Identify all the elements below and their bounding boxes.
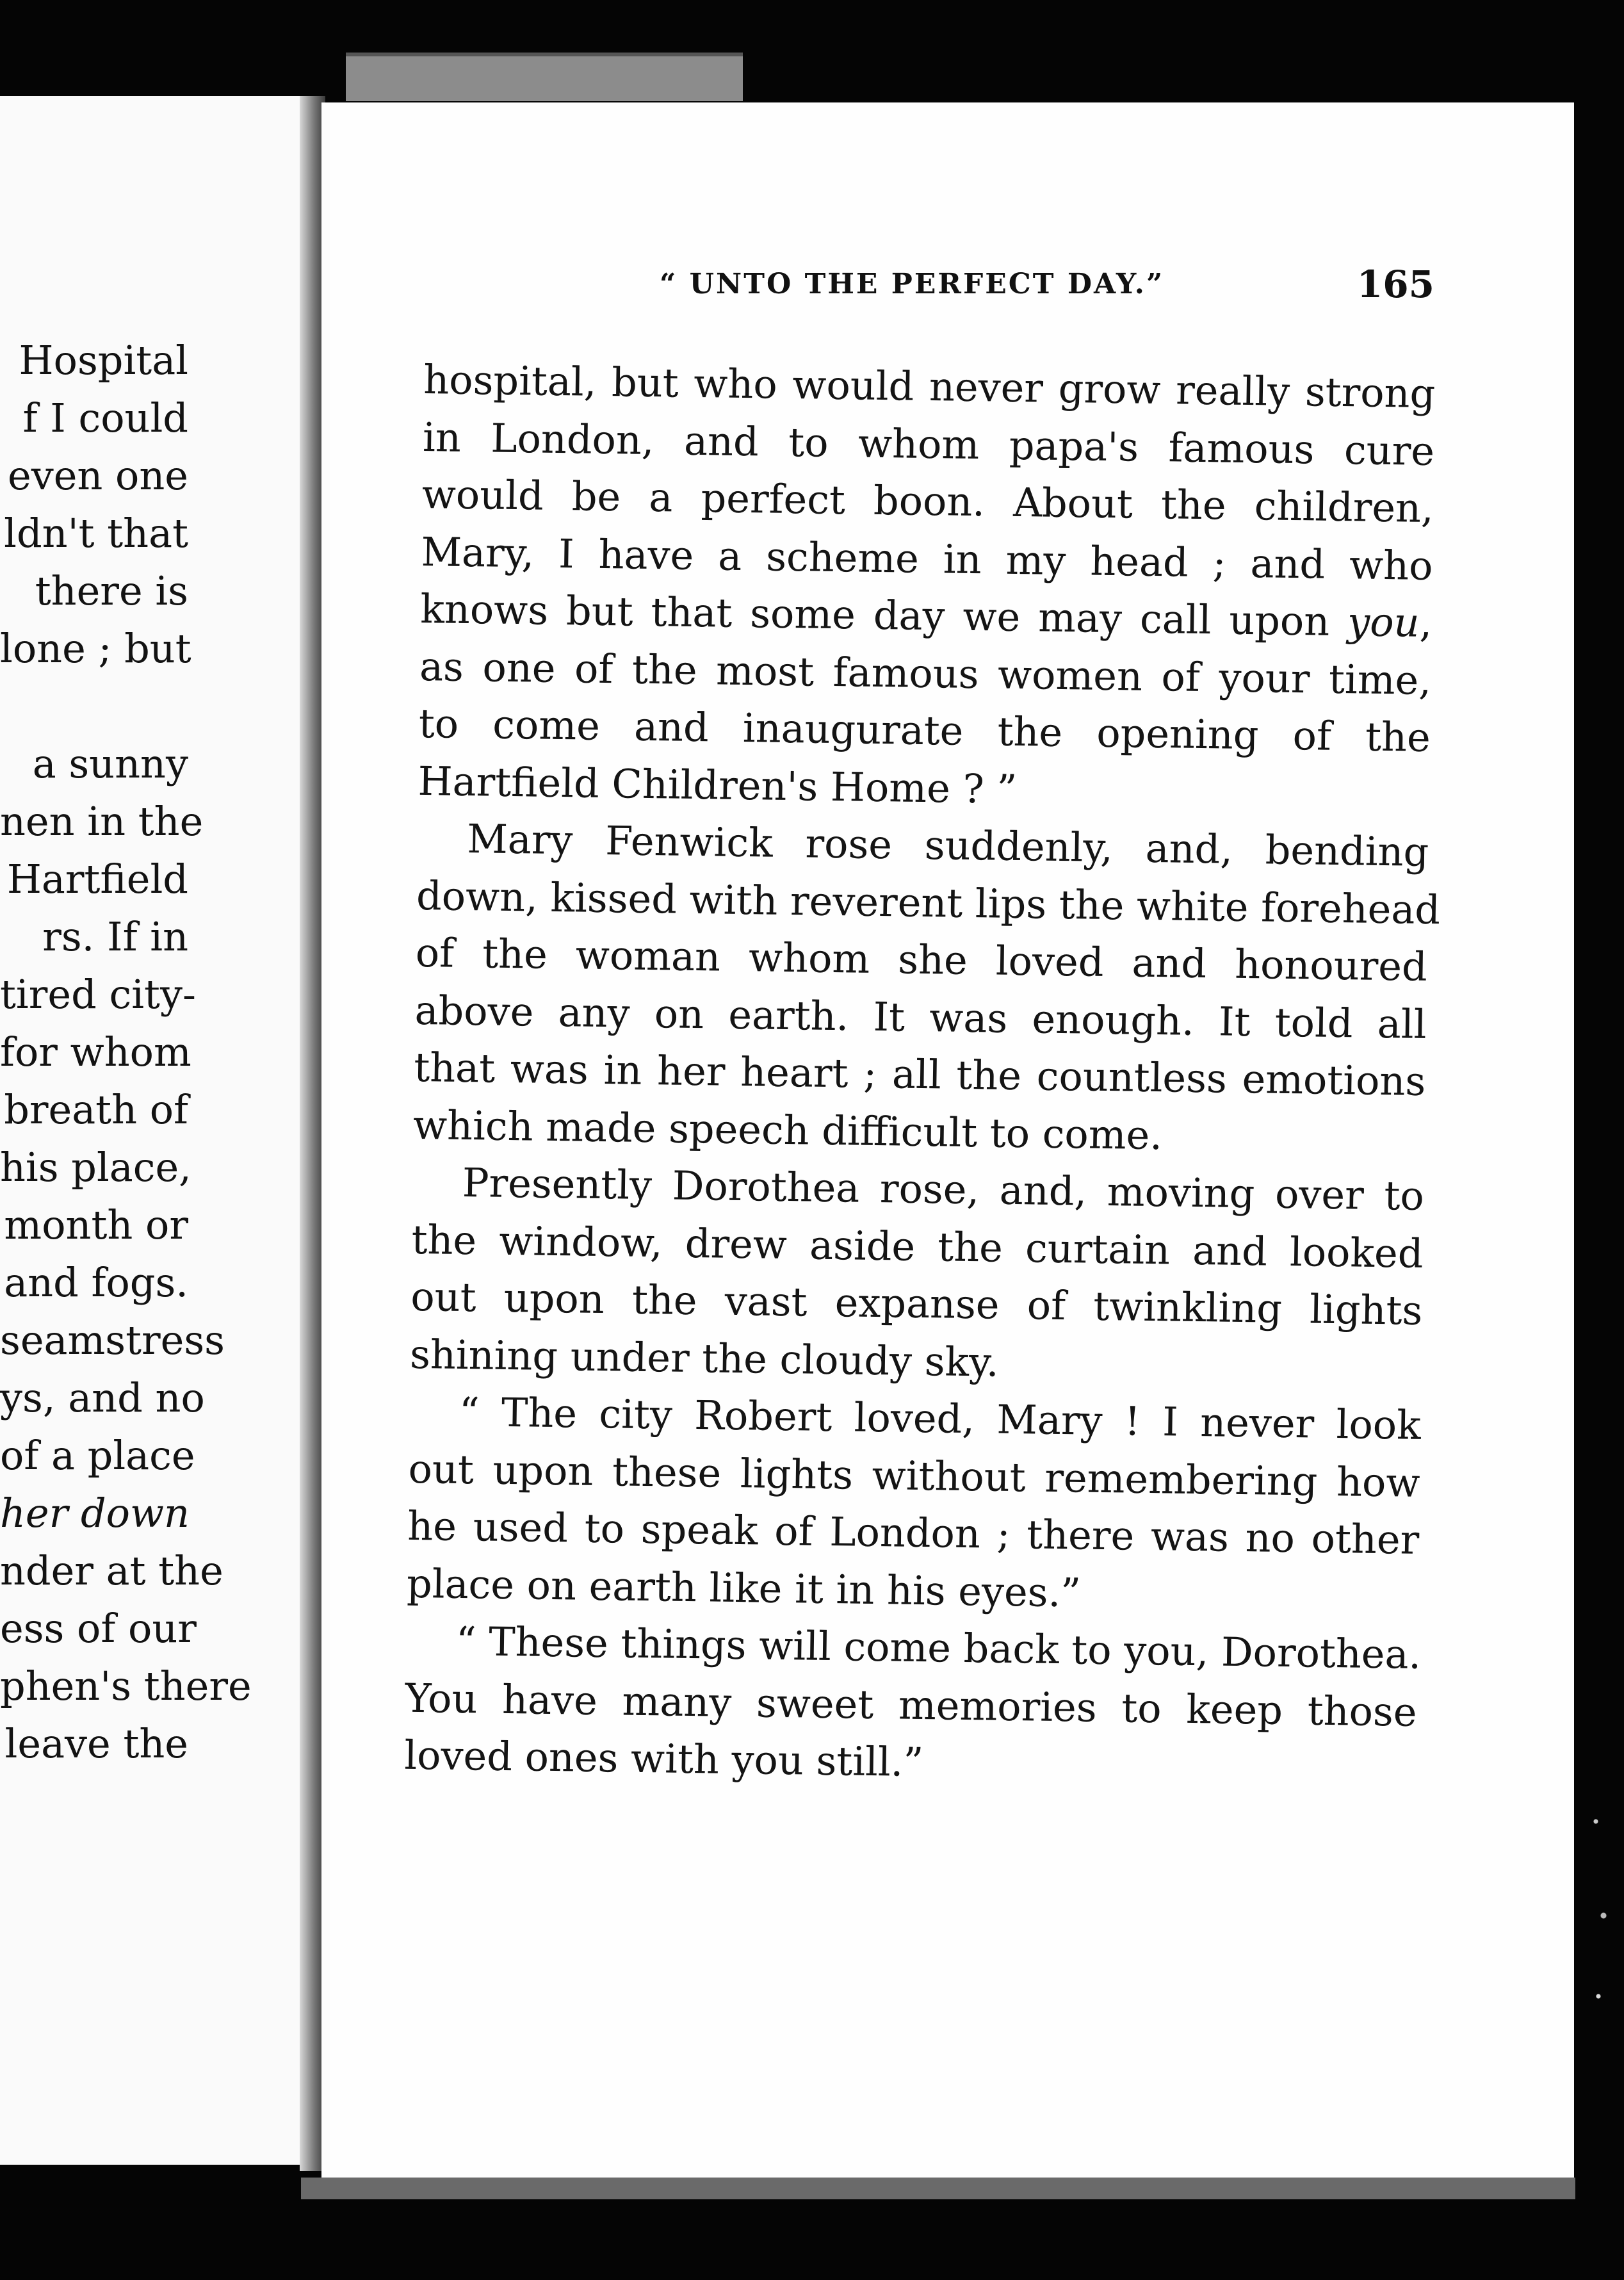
left-line: f I could	[22, 395, 188, 441]
text-line: which made speech difficult to come.	[412, 1101, 1163, 1159]
text-line: he used to speak of London ; there was no other	[407, 1502, 1420, 1563]
text-line: hospital, but who would never grow really strong	[423, 355, 1436, 418]
left-line: of a place	[0, 1432, 195, 1479]
text-line: “ The city Robert loved, Mary ! I never look	[459, 1388, 1422, 1449]
left-line: ys, and no	[0, 1374, 205, 1421]
text-line: Hartfield Children's Home ? ”	[418, 757, 1018, 813]
text-line: above any on earth. It was enough. It told all	[414, 986, 1427, 1048]
running-head: “ UNTO THE PERFECT DAY.”	[660, 268, 1165, 300]
edge-specks	[1588, 1768, 1614, 2037]
left-line: for whom	[0, 1029, 191, 1075]
left-page	[0, 96, 301, 2165]
left-line: rs. If in	[42, 913, 188, 960]
left-line: even one	[8, 452, 188, 499]
text-line: out upon these lights without remembering how	[408, 1445, 1420, 1506]
left-line: lone ; but	[0, 625, 191, 672]
page-header	[660, 263, 1434, 320]
text-line: “ These things will come back to you, Dorothea.	[455, 1617, 1422, 1678]
text-line: place on earth like it in his eyes.”	[406, 1559, 1082, 1616]
left-line: month or	[4, 1201, 188, 1248]
left-line: nder at the	[0, 1547, 223, 1594]
body-text	[403, 351, 1441, 1798]
left-line: ldn't that	[4, 510, 188, 557]
text-line: of the woman whom she loved and honoured	[415, 929, 1428, 990]
text-line: would be a perfect boon. About the children,	[421, 470, 1434, 532]
text-line: in London, and to whom papa's famous cure	[422, 413, 1435, 475]
text-line: Presently Dorothea rose, and, moving over to	[462, 1159, 1425, 1219]
left-line: tired city-	[0, 971, 196, 1018]
emphasis-you: you	[1347, 598, 1420, 646]
left-line: Hartfield	[6, 856, 188, 902]
text-line: to come and inaugurate the opening of the	[418, 699, 1431, 761]
left-line: there is	[35, 567, 188, 614]
text-line: Mary Fenwick rose suddenly, and, bending	[466, 815, 1429, 875]
text-line: the window, drew aside the curtain and looked	[411, 1216, 1424, 1277]
left-line-blank	[0, 678, 301, 735]
left-line: leave the	[4, 1720, 188, 1767]
left-line: and fogs.	[4, 1259, 188, 1306]
left-line: nen in the	[0, 798, 204, 845]
text-line: You have many sweet memories to keep those	[405, 1674, 1417, 1736]
text-line: out upon the vast expanse of twinkling lights	[410, 1273, 1423, 1334]
left-line: breath of	[4, 1086, 188, 1133]
left-line: Hospital	[19, 337, 188, 384]
page-bottom-edge	[301, 2178, 1575, 2199]
left-line: a sunny	[32, 740, 188, 787]
text-line: as one of the most famous women of your time,	[419, 642, 1432, 704]
text-line: loved ones with you still.”	[403, 1731, 924, 1786]
left-line: his place,	[0, 1144, 191, 1191]
page-tab-strip	[346, 53, 743, 101]
left-line: phen's there	[0, 1663, 252, 1709]
text-line: Mary, I have a scheme in my head ; and who	[421, 528, 1433, 589]
page-number: 165	[1356, 263, 1434, 306]
left-line: her down	[0, 1490, 190, 1536]
text-line: that was in her heart ; all the countless emotions	[413, 1043, 1426, 1105]
text-line: knows but that some day we may call upon you,	[419, 585, 1433, 647]
left-page-text	[0, 332, 301, 1773]
left-line: ess of our	[0, 1605, 197, 1652]
left-line: seamstress	[0, 1317, 225, 1364]
text-line: shining under the cloudy sky.	[409, 1330, 1000, 1386]
text-line: down, kissed with reverent lips the white forehead	[416, 872, 1441, 933]
